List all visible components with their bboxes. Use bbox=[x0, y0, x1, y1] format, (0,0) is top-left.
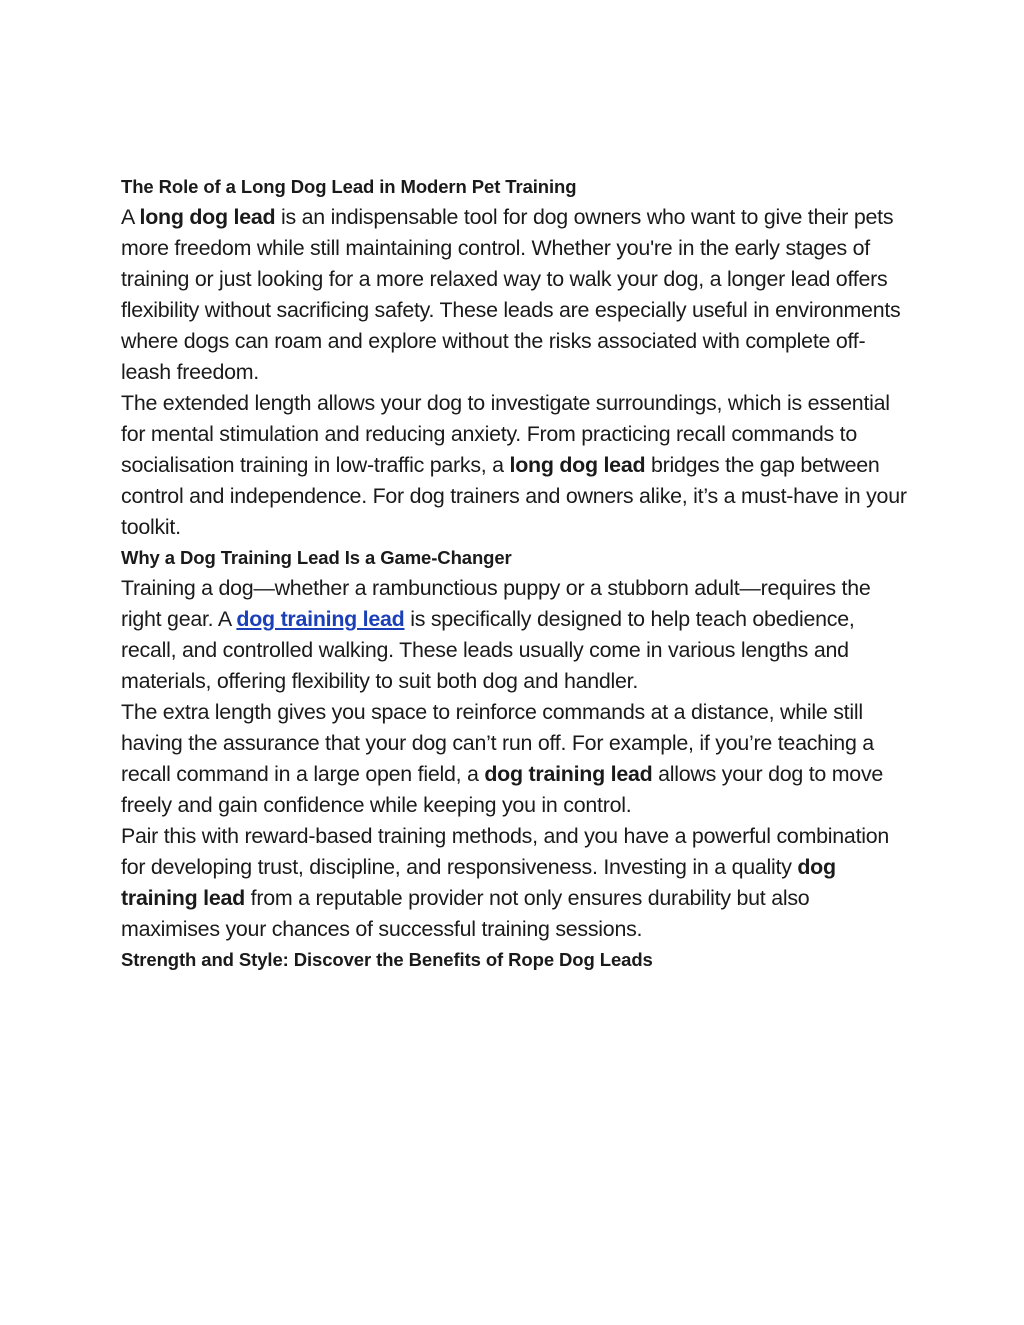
dog-training-lead-link[interactable]: dog training lead bbox=[236, 607, 405, 631]
heading-long-dog-lead: The Role of a Long Dog Lead in Modern Pet Training bbox=[121, 176, 577, 197]
text-run: The extra length gives you space to reinforce commands at a distance, while still having the assurance that your dog can’t run off. For example, if you’re teaching a recall command in a large open field, a bbox=[121, 700, 874, 786]
keyword-long-dog-lead: long dog lead bbox=[509, 453, 646, 477]
text-run: from a reputable provider not only ensures durability but also maximises your chances of successful training sessions. bbox=[121, 886, 810, 941]
text-run: The extended length allows your dog to investigate surroundings, which is essential for mental stimulation and reducing anxiety. From practicing recall commands to socialisation training in low-traffic parks, a bbox=[121, 391, 890, 477]
heading-dog-training-lead: Why a Dog Training Lead Is a Game-Changer bbox=[121, 547, 512, 568]
paragraph-extra-length bbox=[121, 697, 911, 821]
keyword-long-dog-lead: long dog lead bbox=[139, 205, 276, 229]
paragraph-extended-length bbox=[121, 388, 911, 543]
text-run: bridges the gap between control and independence. For dog trainers and owners alike, it’s a must-have in your toolkit. bbox=[121, 453, 907, 539]
text-run: is specifically designed to help teach obedience, recall, and controlled walking. These leads usually come in various lengths and materials, offering flexibility to suit both dog and handler. bbox=[121, 607, 855, 693]
paragraph-reward-based-training bbox=[121, 821, 911, 945]
text-run: Pair this with reward-based training methods, and you have a powerful combination for developing trust, discipline, and responsiveness. Investing in a quality bbox=[121, 824, 890, 879]
heading-rope-dog-leads: Strength and Style: Discover the Benefits of Rope Dog Leads bbox=[121, 949, 653, 970]
text-run: Training a dog—whether a rambunctious puppy or a stubborn adult—requires the right gear. A bbox=[121, 576, 871, 631]
text-run: A bbox=[121, 205, 140, 229]
paragraph-training-a-dog bbox=[121, 573, 911, 697]
text-run: is an indispensable tool for dog owners who want to give their pets more freedom while still maintaining control. Whether you're in the early stages of training or just looking for a more relaxed way to walk your dog, a longer lead offers flexibility without sacrificing safety. These leads are especially useful in environments where dogs can roam and explore without the risks associated with complete off-leash freedom. bbox=[121, 205, 901, 384]
text-run: allows your dog to move freely and gain confidence while keeping you in control. bbox=[121, 762, 884, 817]
keyword-dog-training-lead: dog training lead bbox=[121, 855, 836, 910]
paragraph-long-dog-lead-intro bbox=[121, 202, 911, 388]
document-page bbox=[121, 172, 911, 975]
keyword-dog-training-lead: dog training lead bbox=[484, 762, 653, 786]
